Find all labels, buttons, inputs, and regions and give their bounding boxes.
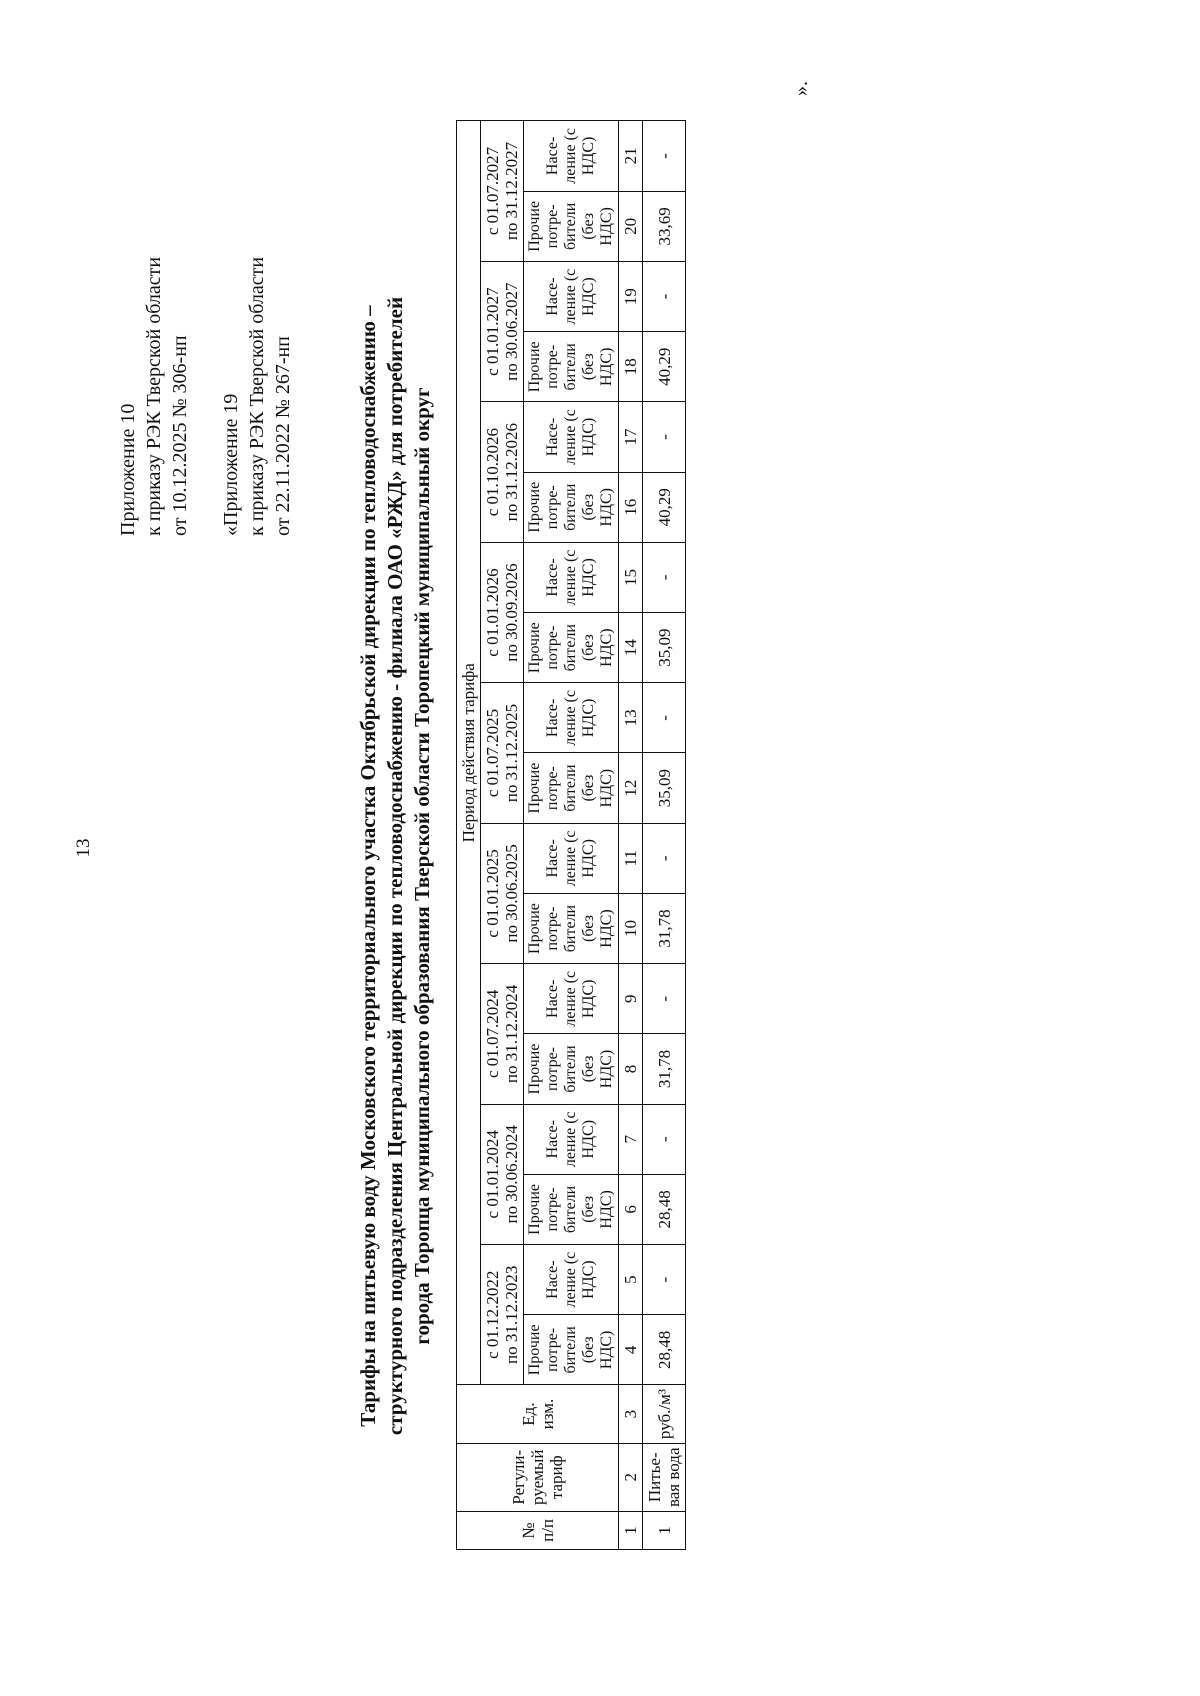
period-to: по 31.12.2023 <box>502 1265 521 1364</box>
tariff-value: - <box>643 823 686 893</box>
header-other-consumers: Прочие потре-бители (без НДС) <box>524 613 619 683</box>
tariff-value: 40,29 <box>643 332 686 402</box>
tariff-value: - <box>643 402 686 472</box>
header-other-consumers: Прочие потре-бители (без НДС) <box>524 753 619 823</box>
column-number: 9 <box>619 964 643 1034</box>
column-number: 7 <box>619 1104 643 1174</box>
period-header <box>481 402 524 542</box>
header-population: Насе-ление (с НДС) <box>524 121 619 192</box>
column-number: 2 <box>619 1443 643 1511</box>
row-tariff: Питье-вая вода <box>643 1443 686 1511</box>
period-from: с 01.12.2022 <box>483 1270 502 1359</box>
tariff-value: - <box>643 261 686 331</box>
tariff-value: 35,09 <box>643 613 686 683</box>
header-other-consumers: Прочие потре-бители (без НДС) <box>524 332 619 402</box>
header-population: Насе-ление (с НДС) <box>524 823 619 893</box>
period-from: с 01.01.2024 <box>483 1130 502 1219</box>
tariff-value: 33,69 <box>643 191 686 261</box>
period-to: по 30.06.2027 <box>502 282 521 381</box>
period-from: с 01.01.2027 <box>483 287 502 376</box>
title-line2: структурного подразделения Центральной дирекции по тепловодоснабжению - филиала ОАО «РЖД» для потребителей <box>383 296 407 1436</box>
header-no: № п/п <box>457 1511 619 1549</box>
tariff-value: - <box>643 542 686 612</box>
column-number: 8 <box>619 1034 643 1104</box>
column-number: 13 <box>619 683 643 753</box>
appendix-previous-line2: к приказу РЭК Тверской области <box>246 256 268 536</box>
period-from: с 01.01.2026 <box>483 568 502 657</box>
title-line1: Тарифы на питьевую воду Московского территориального участка Октябрьской дирекции по тепловодоснабжению – <box>356 305 380 1427</box>
column-number: 14 <box>619 613 643 683</box>
tariff-value: - <box>643 121 686 192</box>
period-header <box>481 1245 524 1385</box>
period-header <box>481 542 524 682</box>
row-no: 1 <box>643 1511 686 1549</box>
column-number-row <box>619 121 643 1550</box>
period-to: по 31.12.2026 <box>502 422 521 522</box>
row-unit: руб./м³ <box>643 1385 686 1443</box>
document-title <box>355 176 436 1556</box>
header-population: Насе-ление (с НДС) <box>524 261 619 331</box>
appendix-previous <box>218 257 296 536</box>
appendix-current-line3: от 10.12.2025 № 306-нп <box>169 335 191 536</box>
title-line3: города Торопца муниципального образования Тверской области Торопецкий муниципальный округ <box>410 387 434 1345</box>
column-number: 1 <box>619 1511 643 1549</box>
column-number: 17 <box>619 402 643 472</box>
header-other-consumers: Прочие потре-бители (без НДС) <box>524 191 619 261</box>
appendix-current-line1: Приложение 10 <box>117 403 139 536</box>
appendix-previous-line1: «Приложение 19 <box>220 393 242 536</box>
column-number: 12 <box>619 753 643 823</box>
header-unit: Ед. изм. <box>457 1385 619 1443</box>
header-period: Период действия тарифа <box>457 121 481 1385</box>
column-number: 10 <box>619 893 643 963</box>
period-to: по 30.09.2026 <box>502 563 521 662</box>
header-other-consumers: Прочие потре-бители (без НДС) <box>524 1315 619 1385</box>
tariff-value: 31,78 <box>643 1034 686 1104</box>
header-population: Насе-ление (с НДС) <box>524 1245 619 1315</box>
tariff-value: - <box>643 1245 686 1315</box>
column-number: 19 <box>619 261 643 331</box>
tariff-value: 28,48 <box>643 1315 686 1385</box>
period-to: по 30.06.2025 <box>502 844 521 943</box>
period-from: с 01.01.2025 <box>483 849 502 938</box>
period-header <box>481 261 524 401</box>
tariff-value: - <box>643 964 686 1034</box>
period-from: с 01.07.2027 <box>483 146 502 236</box>
table-row <box>643 121 686 1550</box>
tariff-value: - <box>643 1104 686 1174</box>
header-other-consumers: Прочие потре-бители (без НДС) <box>524 472 619 542</box>
period-to: по 31.12.2024 <box>502 984 521 1084</box>
tariff-value: 28,48 <box>643 1174 686 1244</box>
period-to: по 31.12.2027 <box>502 141 521 241</box>
tariff-value: 35,09 <box>643 753 686 823</box>
page-number: 13 <box>73 838 94 858</box>
header-row-consumers <box>524 121 619 1550</box>
header-tariff: Регули-руемый тариф <box>457 1443 619 1511</box>
header-row-period <box>457 121 481 1550</box>
period-from: с 01.10.2026 <box>483 427 502 517</box>
column-number: 21 <box>619 121 643 192</box>
period-from: с 01.07.2024 <box>483 989 502 1079</box>
header-other-consumers: Прочие потре-бители (без НДС) <box>524 893 619 963</box>
column-number: 3 <box>619 1385 643 1443</box>
tariff-table <box>456 120 686 1550</box>
period-header <box>481 1104 524 1244</box>
column-number: 16 <box>619 472 643 542</box>
header-population: Насе-ление (с НДС) <box>524 1104 619 1174</box>
header-population: Насе-ление (с НДС) <box>524 402 619 472</box>
column-number: 18 <box>619 332 643 402</box>
period-to: по 30.06.2024 <box>502 1125 521 1224</box>
appendix-current-line2: к приказу РЭК Тверской области <box>143 256 165 536</box>
column-number: 4 <box>619 1315 643 1385</box>
column-number: 20 <box>619 191 643 261</box>
period-header <box>481 683 524 823</box>
column-number: 11 <box>619 823 643 893</box>
period-from: с 01.07.2025 <box>483 708 502 798</box>
table-body <box>643 121 686 1550</box>
tariff-value: - <box>643 683 686 753</box>
header-population: Насе-ление (с НДС) <box>524 683 619 753</box>
header-population: Насе-ление (с НДС) <box>524 542 619 612</box>
appendix-current <box>115 257 193 536</box>
period-header <box>481 823 524 963</box>
period-to: по 31.12.2025 <box>502 703 521 803</box>
tariff-value: 40,29 <box>643 472 686 542</box>
header-row-dates <box>481 121 524 1550</box>
period-header <box>481 121 524 262</box>
column-number: 5 <box>619 1245 643 1315</box>
closing-mark: ». <box>790 81 812 96</box>
header-other-consumers: Прочие потре-бители (без НДС) <box>524 1174 619 1244</box>
column-number: 15 <box>619 542 643 612</box>
period-header <box>481 964 524 1104</box>
header-other-consumers: Прочие потре-бители (без НДС) <box>524 1034 619 1104</box>
appendix-previous-line3: от 22.11.2022 № 267-нп <box>272 336 294 536</box>
column-number: 6 <box>619 1174 643 1244</box>
header-population: Насе-ление (с НДС) <box>524 964 619 1034</box>
tariff-value: 31,78 <box>643 893 686 963</box>
